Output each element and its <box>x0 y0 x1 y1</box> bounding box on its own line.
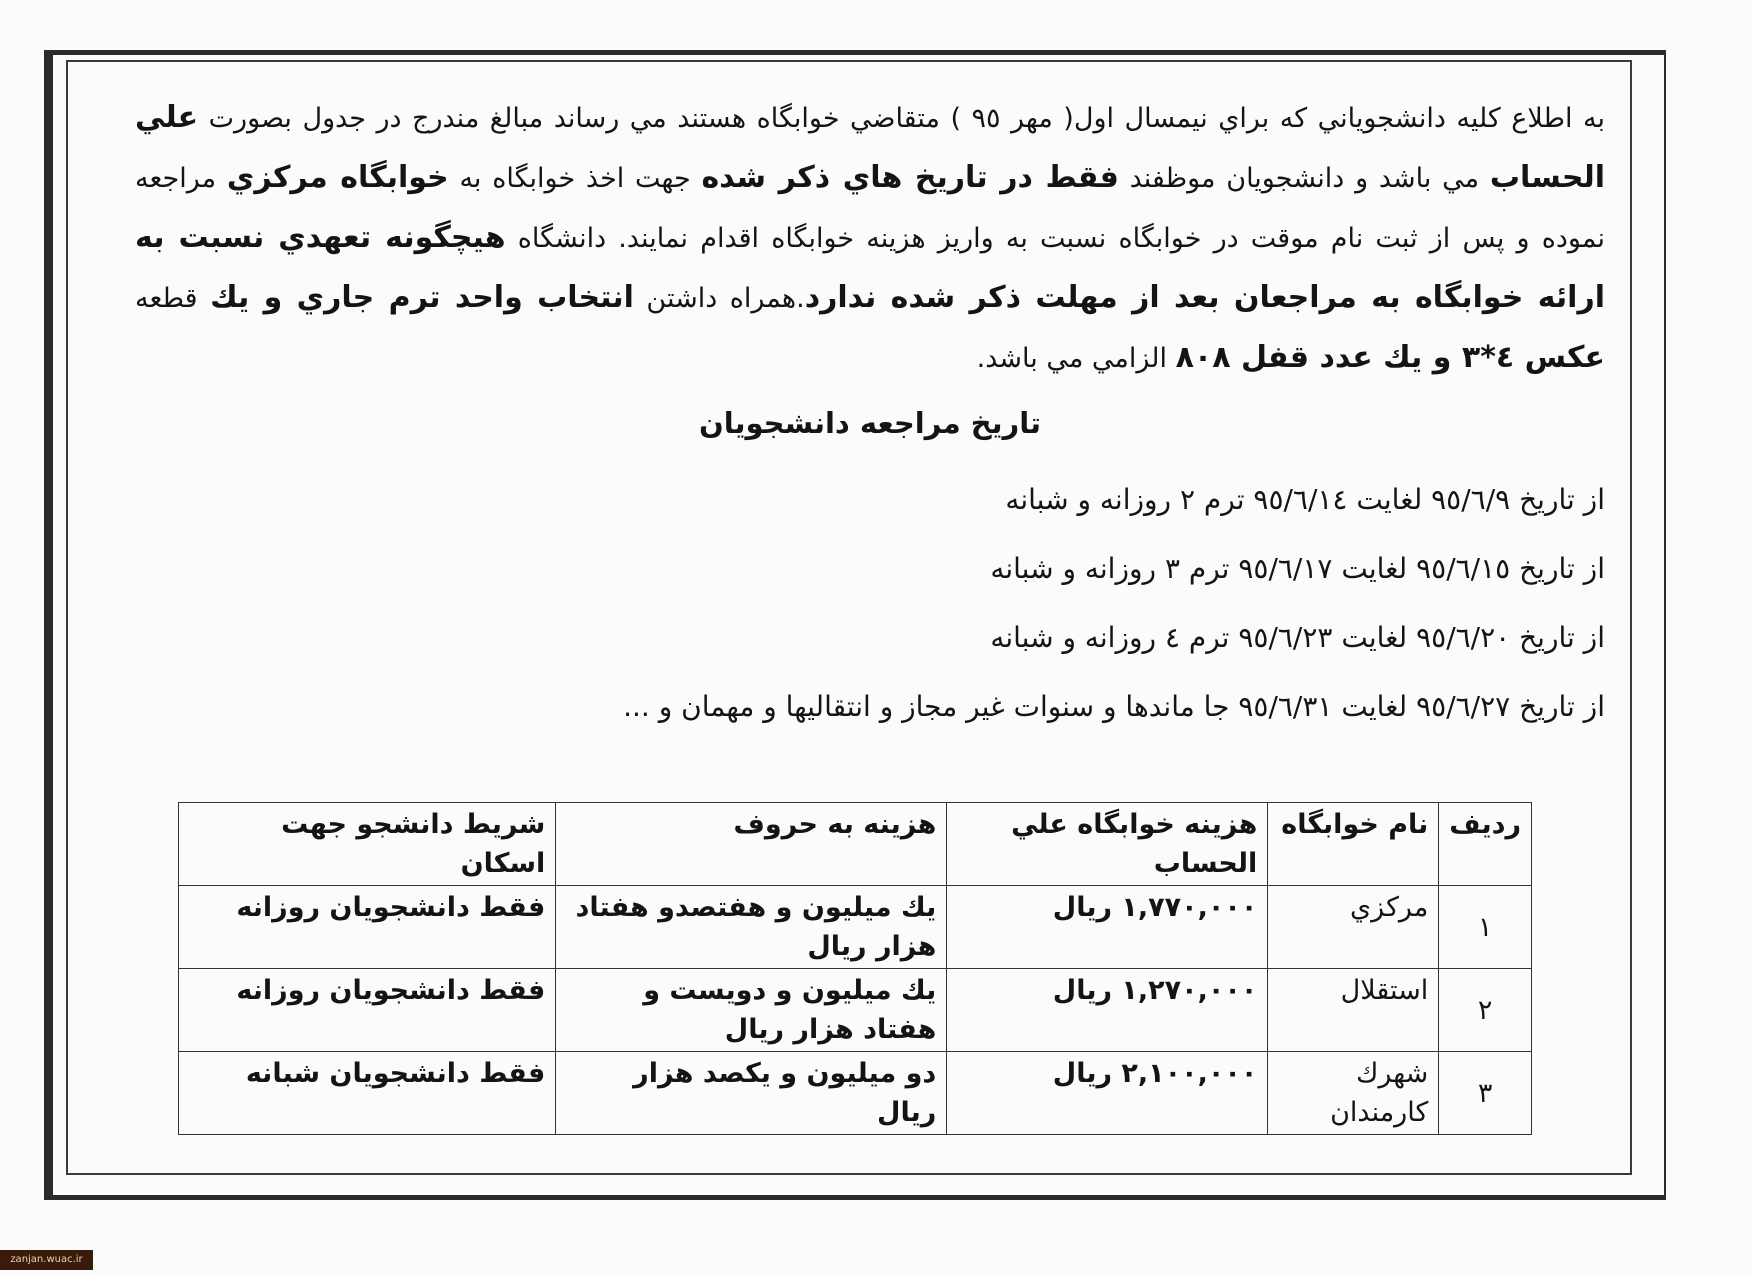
date-item: از تاريخ ٩٥/٦/٢٠ لغايت ٩٥/٦/٢٣ ترم ٤ روزانه و شبانه <box>990 621 1605 654</box>
paragraph-bold-text: علي الحساب <box>135 100 1605 195</box>
header-condition: شريط دانشجو جهت اسكان <box>179 803 556 886</box>
cell-condition: فقط دانشجويان روزانه <box>179 969 556 1052</box>
announcement-paragraph <box>135 88 1605 388</box>
cell-row-number: ٢ <box>1439 969 1532 1052</box>
dormitory-table-container <box>178 802 1532 1135</box>
cell-cost-words: دو ميليون و يكصد هزار ريال <box>556 1052 947 1135</box>
paragraph-text: مي باشد و دانشجويان موظفند <box>1129 163 1480 194</box>
table-row <box>179 969 1532 1052</box>
section-title: تاريخ مراجعه دانشجويان <box>698 406 1042 440</box>
dormitory-fee-table <box>178 802 1532 1135</box>
paragraph-bold-text: انتخاب واحد ترم جاري و يك <box>210 280 634 315</box>
cell-cost: ١,٧٧٠,٠٠٠ ريال <box>947 886 1268 969</box>
header-dorm-name: نام خوابگاه <box>1268 803 1439 886</box>
header-cost-words: هزينه به حروف <box>556 803 947 886</box>
cell-row-number: ١ <box>1439 886 1532 969</box>
date-item: از تاريخ ٩٥/٦/١٥ لغايت ٩٥/٦/١٧ ترم ٣ روزانه و شبانه <box>990 552 1605 585</box>
paragraph-text: .همراه داشتن <box>646 283 805 314</box>
cell-cost: ١,٢٧٠,٠٠٠ ريال <box>947 969 1268 1052</box>
cell-cost-words: يك ميليون و دويست و هفتاد هزار ريال <box>556 969 947 1052</box>
site-logo-tag: zanjan.wuac.ir <box>0 1250 93 1270</box>
paragraph-text: الزامي مي باشد. <box>976 343 1168 374</box>
date-item: از تاريخ ٩٥/٦/٩ لغايت ٩٥/٦/١٤ ترم ٢ روزانه و شبانه <box>1005 483 1605 516</box>
paragraph-bold-text: عكس ٤*٣ و يك عدد قفل ٨٠٨ <box>1175 340 1605 375</box>
header-cost: هزينه خوابگاه علي الحساب <box>947 803 1268 886</box>
paragraph-text: مراجعه نموده و پس از ثبت نام موقت در خوابگاه نسبت به واريز هزينه خوابگاه اقدام نمايند. دانشگاه <box>135 163 1605 254</box>
table-row <box>179 886 1532 969</box>
paragraph-text: قطعه <box>135 283 198 314</box>
paragraph-bold-text: خوابگاه مركزي <box>226 160 449 195</box>
cell-condition: فقط دانشجويان روزانه <box>179 886 556 969</box>
announcement-content <box>135 88 1605 746</box>
cell-row-number: ٣ <box>1439 1052 1532 1135</box>
paragraph-bold-text: فقط در تاريخ هاي ذكر شده <box>701 160 1119 195</box>
paragraph-text: به اطلاع كليه دانشجوياني كه براي نيمسال اول( مهر ٩٥ ) متقاضي خوابگاه هستند مي رساند مبالغ مندرج در جدول بصورت <box>208 103 1605 134</box>
paragraph-bold-text: هيچگونه تعهدي نسبت به ارائه خوابگاه به مراجعان بعد از مهلت ذكر شده ندارد <box>135 220 1606 315</box>
paragraph-text: جهت اخذ خوابگاه به <box>459 163 691 194</box>
date-item: از تاريخ ٩٥/٦/٢٧ لغايت ٩٥/٦/٣١ جا ماندها و سنوات غير مجاز و انتقاليها و مهمان و ... <box>623 690 1605 723</box>
cell-dorm-name: استقلال <box>1268 969 1439 1052</box>
date-list <box>135 470 1605 746</box>
cell-dorm-name: شهرك كارمندان <box>1268 1052 1439 1135</box>
cell-condition: فقط دانشجويان شبانه <box>179 1052 556 1135</box>
table-row <box>179 1052 1532 1135</box>
header-row-number: رديف <box>1439 803 1532 886</box>
cell-cost: ٢,١٠٠,٠٠٠ ريال <box>947 1052 1268 1135</box>
table-header-row <box>179 803 1532 886</box>
cell-dorm-name: مركزي <box>1268 886 1439 969</box>
cell-cost-words: يك ميليون و هفتصدو هفتاد هزار ريال <box>556 886 947 969</box>
